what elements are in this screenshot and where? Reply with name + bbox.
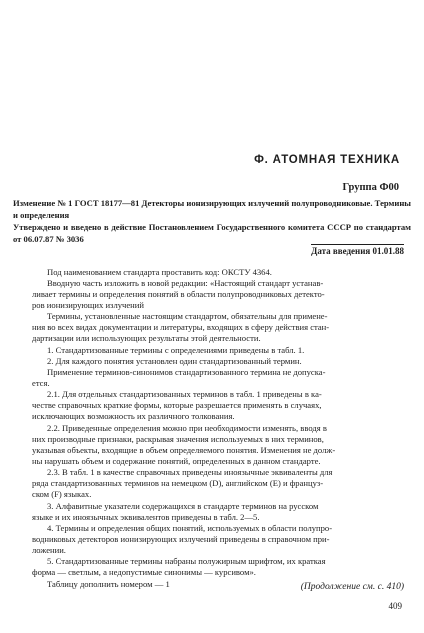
body-line: 2.2. Приведенные определения можно при необходимости изменять, вводя в <box>47 423 327 433</box>
effective-date: Дата введения 01.01.88 <box>311 246 404 256</box>
body-line: ряда стандартизованных терминов на немецком (D), английском (E) и француз- <box>32 478 324 488</box>
body-line: 3. Алфавитные указатели содержащихся в стандарте терминов на русском <box>47 501 319 511</box>
body-line: Термины, установленные настоящим стандартом, обязательны для примене- <box>47 311 328 321</box>
continuation-note: (Продолжение см. с. 410) <box>300 582 404 592</box>
body-line: форма — светлым, а недопустимые синонимы — курсивом». <box>32 567 256 577</box>
body-line: 1. Стандартизованные термины с определениями приведены в табл. 1. <box>47 345 305 355</box>
body-line: ском (F) языках. <box>32 489 92 499</box>
body-line: дартизации или использующих результаты этой деятельности. <box>32 333 261 343</box>
body-line: языке и их иноязычных эквивалентов приведены в табл. 2—5. <box>32 512 260 522</box>
approval-note: Утверждено и введено в действие Постановлением Государственного комитета СССР по стандартам от 06.07.87 № 3036 <box>13 222 411 244</box>
body-line: ны нарушать объем и содержание понятий, определенных в данном стандарте. <box>32 456 321 466</box>
body-line: Таблицу дополнить номером — 1 <box>47 579 170 589</box>
body-line: 5. Стандартизованные термины набраны полужирным шрифтом, их краткая <box>47 556 326 566</box>
body-line: указывая объекты, входящие в объем определяемого понятия. Изменения не долж- <box>32 445 336 455</box>
amendment-title: Изменение № 1 ГОСТ 18177—81 Детекторы ионизирующих излучений полупроводниковые. Термины и определения <box>13 198 411 220</box>
body-line: 2.3. В табл. 1 в качестве справочных приведены иноязычные эквиваленты для <box>47 467 333 477</box>
page-number: 409 <box>388 601 402 611</box>
section-title: Ф. АТОМНАЯ ТЕХНИКА <box>254 154 400 166</box>
body-line: ния во всех видах документации и литературы, входящих в сферу действия стан- <box>32 322 330 332</box>
body-line: ется. <box>32 378 50 388</box>
body-line: 2.1. Для отдельных стандартизованных терминов в табл. 1 приведены в ка- <box>47 389 322 399</box>
group-label: Группа Ф00 <box>342 182 399 193</box>
body-line: водниковых детекторов ионизирующих излучений приведены в справочном при- <box>32 534 330 544</box>
body-line: ливает термины и определения понятий в области полупроводниковых детекто- <box>32 289 325 299</box>
body-line: них производные признаки, раскрывая значения используемых в них терминов, <box>32 434 324 444</box>
body-line: Применение терминов-синонимов стандартизованного термина не допуска- <box>47 367 326 377</box>
body-line: исключающих возможность их различного толкования. <box>32 411 235 421</box>
body-line: ров ионизирующих излучений <box>32 300 144 310</box>
body-line: Под наименованием стандарта проставить код: ОКСТУ 4364. <box>47 267 272 277</box>
body-line: 2. Для каждого понятия установлен один стандартизованный термин. <box>47 356 302 366</box>
body-line: честве справочных краткие формы, которые разрешается применять в случаях, <box>32 400 322 410</box>
body-line: ложении. <box>32 545 66 555</box>
body-line: 4. Термины и определения общих понятий, используемых в области полупро- <box>47 523 333 533</box>
body-line: Вводную часть изложить в новой редакции: «Настоящий стандарт устанав- <box>47 278 324 288</box>
